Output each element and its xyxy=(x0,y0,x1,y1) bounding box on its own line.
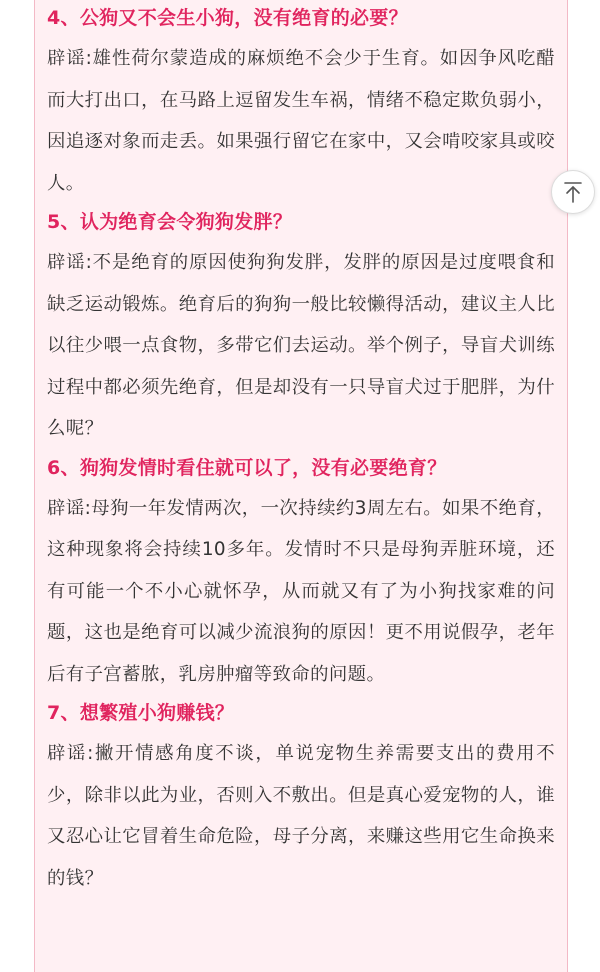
section-paragraph: 辟谣:撇开情感角度不谈，单说宠物生养需要支出的费用不少，除非以此为业，否则入不敷出。但是真心爱宠物的人，谁又忍心让它冒着生命危险，母子分离，来赚这些用它生命换来的钱？ xyxy=(47,743,555,889)
section-7 xyxy=(47,699,555,899)
arrow-to-top-icon xyxy=(563,181,583,203)
section-heading: 7、想繁殖小狗赚钱？ xyxy=(47,702,235,724)
section-paragraph: 辟谣:不是绝育的原因使狗狗发胖，发胖的原因是过度喂食和缺乏运动锻炼。绝育后的狗狗一般比较懒得活动，建议主人比以往少喂一点食物，多带它们去运动。举个例子，导盲犬训练过程中都必须先绝育，但是却没有一只导盲犬过于肥胖，为什么呢？ xyxy=(47,252,555,439)
section-heading: 6、狗狗发情时看住就可以了，没有必要绝育？ xyxy=(47,456,447,479)
section-paragraph: 辟谣:雄性荷尔蒙造成的麻烦绝不会少于生育。如因争风吃醋而大打出口，在马路上逗留发生车祸，情绪不稳定欺负弱小，因追逐对象而走丢。如果强行留它在家中，又会啃咬家具或咬人。 xyxy=(47,48,555,194)
section-6 xyxy=(47,454,555,696)
section-heading: 5、认为绝育会令狗狗发胖？ xyxy=(47,211,293,233)
article-card xyxy=(34,0,568,972)
section-5 xyxy=(47,208,555,450)
article-content xyxy=(35,0,567,899)
scroll-to-top-button[interactable] xyxy=(551,170,595,214)
section-heading: 4、公狗又不会生小狗，没有绝育的必要？ xyxy=(47,7,408,29)
section-paragraph: 辟谣:母狗一年发情两次，一次持续约3周左右。如果不绝育，这种现象将会持续10多年。发情时不只是母狗弄脏环境，还有可能一个不小心就怀孕，从而就又有了为小狗找家难的问题，这也是绝育可以减少流浪狗的原因！更不用说假孕，老年后有子宫蓄脓，乳房肿瘤等致命的问题。 xyxy=(47,497,555,685)
section-4 xyxy=(47,4,555,204)
